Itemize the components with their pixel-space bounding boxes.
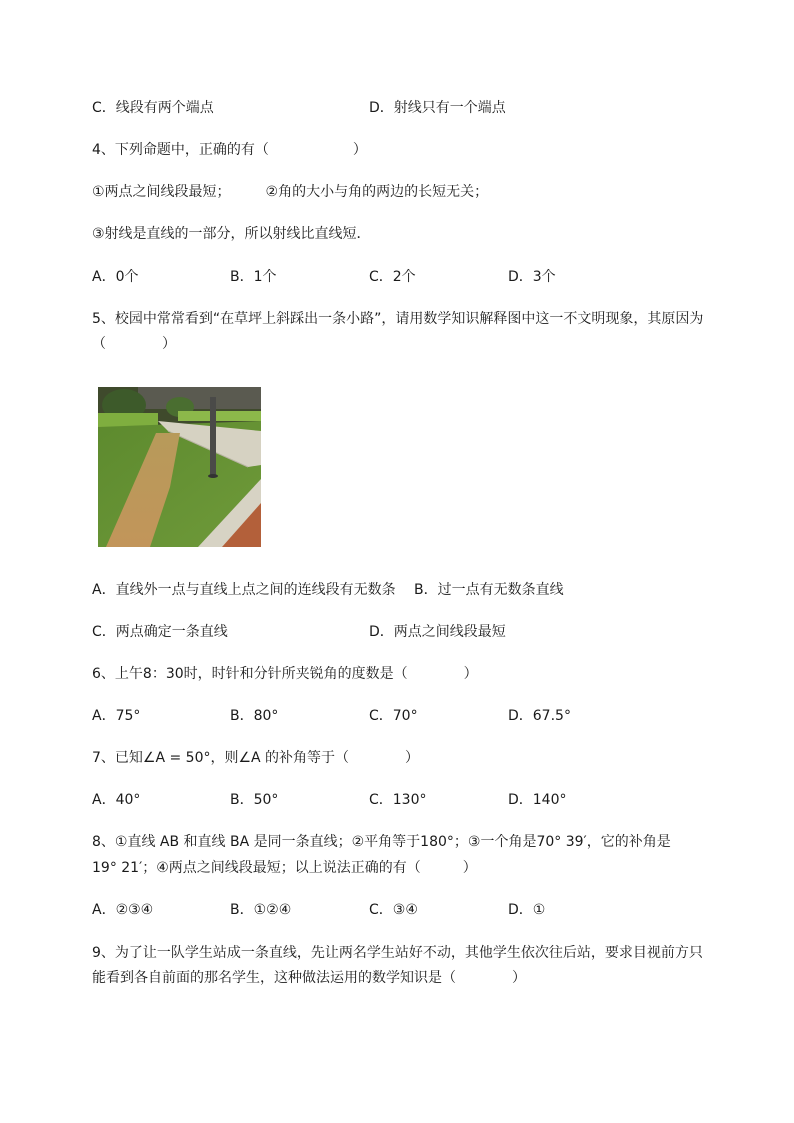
q5-stem-line1: 5、校园中常常看到“在草坪上斜踩出一条小路”，请用数学知识解释图中这一不文明现象，其原因为 xyxy=(92,311,704,327)
lawn-path-photo xyxy=(98,387,261,547)
q3-option-d: D．射线只有一个端点 xyxy=(369,100,506,116)
q5-option-a-b: A．直线外一点与直线上点之间的连线段有无数条 B．过一点有无数条直线 xyxy=(92,582,564,598)
q7-option-d: D．140° xyxy=(508,792,567,808)
q4-option-c: C．2个 xyxy=(369,269,416,285)
q9-stem-line1: 9、为了让一队学生站成一条直线，先让两名学生站好不动，其他学生依次往后站，要求目视前方只 xyxy=(92,945,703,961)
q7-option-c: C．130° xyxy=(369,792,427,808)
q8-option-d: D．① xyxy=(508,902,546,918)
q6-option-b: B．80° xyxy=(230,708,279,724)
q8-stem-line2: 19° 21′；④两点之间线段最短；以上说法正确的有（ ） xyxy=(92,860,477,876)
q4-statement-1-2: ①两点之间线段最短； ②角的大小与角的两边的长短无关； xyxy=(92,184,489,200)
q6-option-c: C．70° xyxy=(369,708,418,724)
q6-stem: 6、上午8：30时，时针和分针所夹锐角的度数是（ ） xyxy=(92,666,478,682)
q6-option-a: A．75° xyxy=(92,708,141,724)
q4-option-a: A．0个 xyxy=(92,269,139,285)
q4-statement-3: ③射线是直线的一部分，所以射线比直线短． xyxy=(92,226,371,242)
q8-option-b: B．①②④ xyxy=(230,902,292,918)
q7-stem: 7、已知∠A = 50°，则∠A 的补角等于（ ） xyxy=(92,750,420,766)
q8-option-c: C．③④ xyxy=(369,902,418,918)
q5-option-c: C．两点确定一条直线 xyxy=(92,624,228,640)
q3-option-c: C．线段有两个端点 xyxy=(92,100,214,116)
q4-option-b: B．1个 xyxy=(230,269,277,285)
q8-stem-line1: 8、①直线 AB 和直线 BA 是同一条直线；②平角等于180°；③一个角是70° 39′，它的补角是 xyxy=(92,834,671,850)
q9-stem-line2: 能看到各自前面的那名学生，这种做法运用的数学知识是（ ） xyxy=(92,970,526,986)
q5-option-d: D．两点之间线段最短 xyxy=(369,624,506,640)
q7-option-b: B．50° xyxy=(230,792,279,808)
q4-stem: 4、下列命题中，正确的有（ ） xyxy=(92,142,367,158)
q8-option-a: A．②③④ xyxy=(92,902,154,918)
q7-option-a: A．40° xyxy=(92,792,141,808)
q5-stem-line2: （ ） xyxy=(92,336,176,352)
q6-option-d: D．67.5° xyxy=(508,708,571,724)
q4-option-d: D．3个 xyxy=(508,269,556,285)
